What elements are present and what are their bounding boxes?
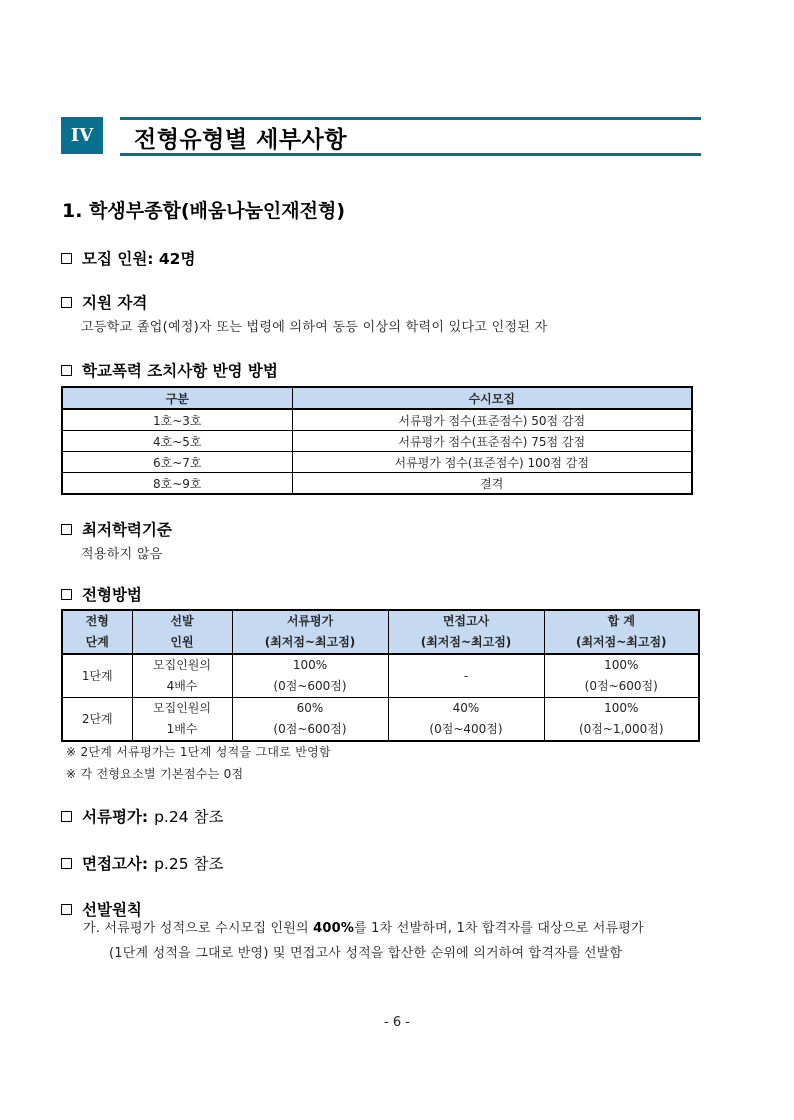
interview-ref: p.25 참조 — [154, 855, 224, 873]
table-row — [62, 473, 692, 495]
interview-cell: - — [388, 654, 544, 698]
doc-eval-heading — [61, 805, 223, 827]
column-header-total: 합 계 (최저점~최고점) — [544, 610, 699, 654]
recruitment-heading — [61, 247, 195, 269]
chapter-number-badge — [61, 117, 103, 154]
table-row — [62, 698, 699, 742]
checkbox-square-icon — [61, 297, 72, 308]
interview-cell: 40% (0점~400점) — [388, 698, 544, 742]
eligibility-label: 지원 자격 — [82, 294, 148, 312]
select-cell: 모집인원의 4배수 — [132, 654, 232, 698]
checkbox-square-icon — [61, 811, 72, 822]
table-header-row — [62, 387, 692, 409]
selection-method-table — [61, 609, 700, 742]
eligibility-text: 고등학교 졸업(예정)자 또는 법령에 의하여 동등 이상의 학력이 있다고 인정된 자 — [81, 320, 548, 335]
table-row — [62, 452, 692, 473]
checkbox-square-icon — [61, 365, 72, 376]
table-cell: 6호~7호 — [62, 452, 292, 473]
method-label: 전형방법 — [82, 586, 142, 604]
table-cell: 결격 — [292, 473, 692, 495]
interview-heading — [61, 852, 223, 874]
page-number: - 6 - — [384, 1015, 410, 1030]
checkbox-square-icon — [61, 253, 72, 264]
table-cell: 8호~9호 — [62, 473, 292, 495]
column-header-stage: 전형 단계 — [62, 610, 132, 654]
stage-cell: 1단계 — [62, 654, 132, 698]
min-standard-text: 적용하지 않음 — [81, 547, 163, 562]
table-cell: 서류평가 점수(표준점수) 50점 감점 — [292, 409, 692, 431]
total-cell: 100% (0점~600점) — [544, 654, 699, 698]
column-header: 구분 — [62, 387, 292, 409]
checkbox-square-icon — [61, 904, 72, 915]
doc-eval-ref: p.24 참조 — [154, 808, 224, 826]
column-header: 수시모집 — [292, 387, 692, 409]
interview-label: 면접고사: — [82, 855, 149, 873]
section-title: 1. 학생부종합(배움나눔인재전형) — [62, 200, 346, 222]
principle-line-1: 가. 서류평가 성적으로 수시모집 인원의 400%를 1차 선발하며, 1차 합격자를 대상으로 서류평가 — [83, 921, 644, 936]
method-heading — [61, 583, 142, 605]
principle-label: 선발원칙 — [82, 901, 142, 919]
recruitment-label: 모집 인원: 42명 — [82, 250, 196, 268]
table-row — [62, 654, 699, 698]
table-row — [62, 409, 692, 431]
school-violence-table — [61, 386, 693, 495]
method-note: ※ 각 전형요소별 기본점수는 0점 — [66, 767, 244, 781]
eligibility-heading — [61, 291, 147, 313]
principle-paragraph — [83, 916, 723, 966]
document-cell: 100% (0점~600점) — [232, 654, 388, 698]
chapter-top-rule — [120, 117, 701, 120]
checkbox-square-icon — [61, 524, 72, 535]
chapter-title: 전형유형별 세부사항 — [134, 127, 347, 153]
table-cell: 서류평가 점수(표준점수) 100점 감점 — [292, 452, 692, 473]
table-cell: 1호~3호 — [62, 409, 292, 431]
method-note: ※ 2단계 서류평가는 1단계 성적을 그대로 반영함 — [66, 745, 331, 759]
checkbox-square-icon — [61, 589, 72, 600]
column-header-document: 서류평가 (최저점~최고점) — [232, 610, 388, 654]
document-cell: 60% (0점~600점) — [232, 698, 388, 742]
school-violence-heading — [61, 359, 278, 381]
column-header-select: 선발 인원 — [132, 610, 232, 654]
table-header-row — [62, 610, 699, 654]
table-row — [62, 431, 692, 452]
total-cell: 100% (0점~1,000점) — [544, 698, 699, 742]
table-cell: 4호~5호 — [62, 431, 292, 452]
school-violence-label: 학교폭력 조치사항 반영 방법 — [82, 362, 278, 380]
min-standard-heading — [61, 518, 172, 540]
stage-cell: 2단계 — [62, 698, 132, 742]
min-standard-label: 최저학력기준 — [82, 521, 172, 539]
chapter-number: IV — [70, 125, 94, 146]
select-cell: 모집인원의 1배수 — [132, 698, 232, 742]
checkbox-square-icon — [61, 858, 72, 869]
column-header-interview: 면접고사 (최저점~최고점) — [388, 610, 544, 654]
doc-eval-label: 서류평가: — [82, 808, 149, 826]
table-cell: 서류평가 점수(표준점수) 75점 감점 — [292, 431, 692, 452]
principle-line-2: (1단계 성적을 그대로 반영) 및 면접고사 성적을 합산한 순위에 의거하여 합격자를 선발함 — [109, 946, 623, 961]
chapter-bottom-rule — [120, 153, 701, 156]
